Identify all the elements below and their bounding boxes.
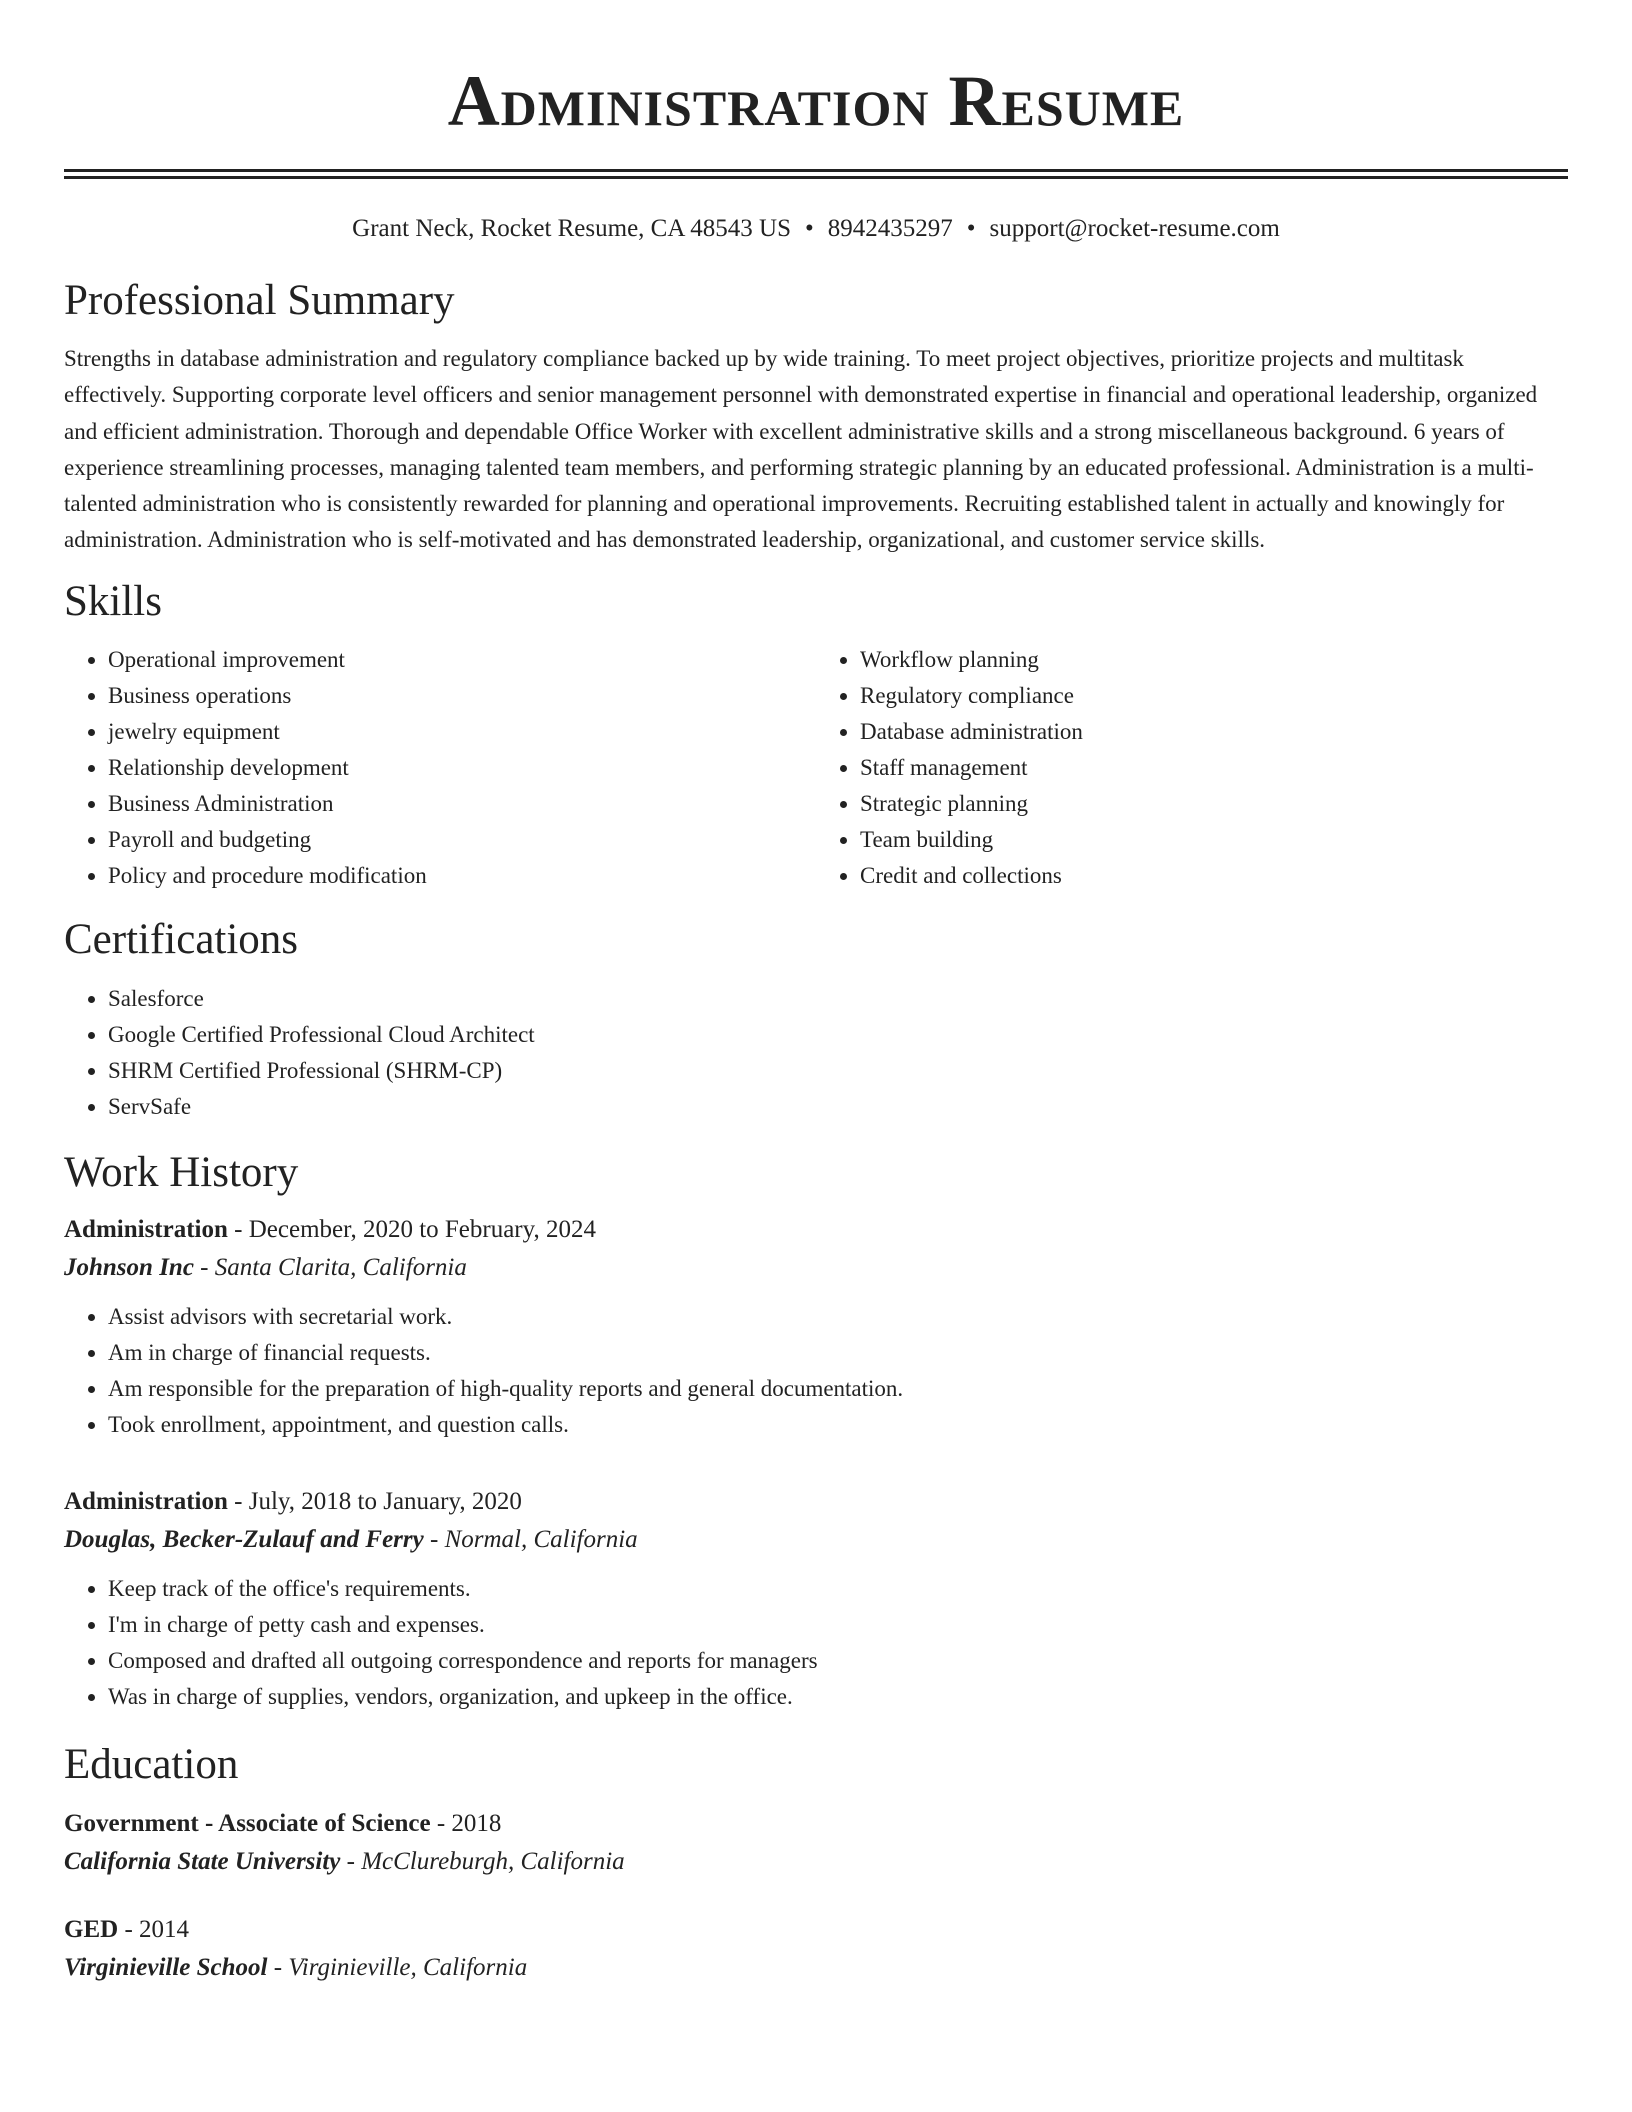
- job-duty: • Assist advisors with secretarial work.: [108, 1299, 1568, 1335]
- education-location: Virginieville, California: [288, 1953, 528, 1981]
- certification-item: • Google Certified Professional Cloud Architect: [108, 1017, 1568, 1053]
- skill-item: • Credit and collections: [860, 858, 1568, 894]
- job-location: Normal, California: [444, 1525, 638, 1553]
- skill-item: • Relationship development: [108, 750, 816, 786]
- education-school: Virginieville School: [64, 1953, 268, 1981]
- education-section: [64, 1739, 1568, 1987]
- contact-phone: 8942435297: [827, 215, 953, 242]
- job-dates: December, 2020 to February, 2024: [248, 1215, 597, 1243]
- education-entry: [64, 1805, 1568, 1881]
- education-location: McClureburgh, California: [361, 1847, 625, 1875]
- education-degree-line: GED - 2014: [64, 1915, 190, 1943]
- job-title: Administration: [64, 1215, 228, 1243]
- skill-item: • Business operations: [108, 678, 816, 714]
- skills-list-left: [64, 642, 816, 894]
- skills-columns: [64, 642, 1568, 894]
- contact-line: [64, 214, 1568, 244]
- summary-heading: Professional Summary: [64, 277, 455, 324]
- contact-separator: •: [966, 215, 976, 242]
- skills-heading: Skills: [64, 577, 162, 625]
- job-duty: • I'm in charge of petty cash and expenses.: [108, 1607, 1568, 1643]
- summary-text: Strengths in database administration and regulatory compliance backed up by wide training. To meet project objectives, prioritize projects and multitask effectively. Supporting corporate level officers and senior management personnel with demonstrated expertise in financial and operational leadership, organized and efficient administration. Thorough and dependable Office Worker with excellent administrative skills and a strong miscellaneous background. 6 years of experience streamlining processes, managing talented team members, and performing strategic planning by an educated professional. Administration is a multi-talented administration who is consistently rewarded for planning and operational improvements. Recruiting established talent in actually and knowingly for administration. Administration who is self-motivated and has demonstrated leadership, organizational, and customer service skills.: [64, 346, 1538, 553]
- contact-email: support@rocket-resume.com: [989, 215, 1280, 242]
- job-title: Administration: [64, 1487, 228, 1515]
- job-duty: • Am responsible for the preparation of high-quality reports and general documentation.: [108, 1371, 1568, 1407]
- job-entry: [64, 1483, 1568, 1715]
- education-degree: GED: [64, 1915, 119, 1943]
- education-school-line: California State University - McClureburgh, California: [64, 1847, 625, 1875]
- work-history-section: [64, 1147, 1568, 1715]
- education-heading: Education: [64, 1740, 239, 1788]
- skill-item: • Workflow planning: [860, 642, 1568, 678]
- skill-item: • Payroll and budgeting: [108, 822, 816, 858]
- skill-item: • Staff management: [860, 750, 1568, 786]
- skill-item: • Strategic planning: [860, 786, 1568, 822]
- certifications-list: [64, 981, 1568, 1125]
- page-title: Administration Resume: [447, 61, 1185, 141]
- education-degree: Government - Associate of Science: [64, 1809, 431, 1837]
- job-title-line: Administration - July, 2018 to January, 2020: [64, 1487, 522, 1515]
- skill-item: • Business Administration: [108, 786, 816, 822]
- job-duties-list: [64, 1299, 1568, 1443]
- skill-item: • Operational improvement: [108, 642, 816, 678]
- certification-item: • ServSafe: [108, 1089, 1568, 1125]
- education-year: 2018: [451, 1809, 502, 1837]
- job-company: Johnson Inc: [64, 1253, 194, 1281]
- job-dates: July, 2018 to January, 2020: [248, 1487, 522, 1515]
- job-title-line: Administration - December, 2020 to February, 2024: [64, 1215, 597, 1243]
- skill-item: • Team building: [860, 822, 1568, 858]
- job-company-line: Douglas, Becker-Zulauf and Ferry - Normal, California: [64, 1525, 638, 1553]
- education-degree-line: Government - Associate of Science - 2018: [64, 1809, 502, 1837]
- skills-section: [64, 576, 1568, 894]
- skill-item: • jewelry equipment: [108, 714, 816, 750]
- education-entry: [64, 1911, 1568, 1987]
- education-year: 2014: [139, 1915, 190, 1943]
- job-duty: • Was in charge of supplies, vendors, organization, and upkeep in the office.: [108, 1679, 1568, 1715]
- skill-item: • Database administration: [860, 714, 1568, 750]
- title-divider: [64, 169, 1568, 179]
- job-company-line: Johnson Inc - Santa Clarita, California: [64, 1253, 467, 1281]
- job-duty: • Took enrollment, appointment, and question calls.: [108, 1407, 1568, 1443]
- job-duty: • Composed and drafted all outgoing correspondence and reports for managers: [108, 1643, 1568, 1679]
- job-duty: • Am in charge of financial requests.: [108, 1335, 1568, 1371]
- education-school-line: Virginieville School - Virginieville, California: [64, 1953, 528, 1981]
- contact-address: Grant Neck, Rocket Resume, CA 48543 US: [352, 215, 791, 242]
- work-history-heading: Work History: [64, 1148, 299, 1196]
- education-school: California State University: [64, 1847, 341, 1875]
- skill-item: • Policy and procedure modification: [108, 858, 816, 894]
- certifications-heading: Certifications: [64, 915, 299, 963]
- contact-separator: •: [805, 215, 814, 242]
- certifications-section: [64, 914, 1568, 1125]
- job-entry: [64, 1211, 1568, 1443]
- job-duty: • Keep track of the office's requirements.: [108, 1571, 1568, 1607]
- job-duties-list: [64, 1571, 1568, 1715]
- certification-item: • Salesforce: [108, 981, 1568, 1017]
- skill-item: • Regulatory compliance: [860, 678, 1568, 714]
- skills-list-right: [816, 642, 1568, 894]
- summary-section: [64, 275, 1568, 559]
- job-company: Douglas, Becker-Zulauf and Ferry: [64, 1525, 424, 1553]
- job-location: Santa Clarita, California: [214, 1253, 467, 1281]
- certification-item: • SHRM Certified Professional (SHRM-CP): [108, 1053, 1568, 1089]
